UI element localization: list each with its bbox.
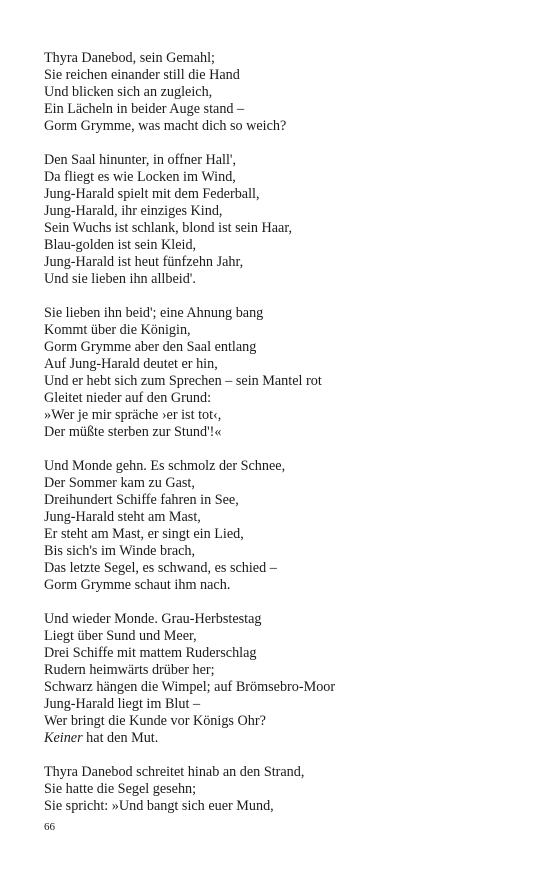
verse-line: Sie hatte die Segel gesehn; [44,781,197,797]
stanza-5 [44,611,514,747]
verse-line: »Wer je mir spräche ›er ist tot‹, [44,407,222,423]
verse-line: Jung-Harald liegt im Blut – [44,696,201,712]
verse-line: Jung-Harald, ihr einziges Kind, [44,203,223,219]
stanza-1 [44,50,514,135]
verse-line: Das letzte Segel, es schwand, es schied – [44,560,277,576]
verse-line: Gorm Grymme, was macht dich so weich? [44,118,287,134]
verse-line: Gleitet nieder auf den Grund: [44,390,212,406]
verse-line: Sein Wuchs ist schlank, blond ist sein Haar, [44,220,293,236]
verse-line: Drei Schiffe mit mattem Ruderschlag [44,645,257,661]
verse-line: Und sie lieben ihn allbeid'. [44,271,196,287]
verse-line: Jung-Harald steht am Mast, [44,509,201,525]
verse-line: Er steht am Mast, er singt ein Lied, [44,526,244,542]
verse-line: Thyra Danebod, sein Gemahl; [44,50,215,66]
italic-word: Keiner [44,730,83,746]
verse-line: Bis sich's im Winde brach, [44,543,196,559]
stanza-3 [44,305,514,441]
verse-line: Blau-golden ist sein Kleid, [44,237,197,253]
poem-text [44,50,514,832]
verse-line: Wer bringt die Kunde vor Königs Ohr? [44,713,266,729]
verse-line: Und wieder Monde. Grau-Herbstestag [44,611,262,627]
verse-line: Schwarz hängen die Wimpel; auf Brömsebro-Moor [44,679,336,695]
verse-line: Thyra Danebod schreitet hinab an den Strand, [44,764,305,780]
verse-line: Sie lieben ihn beid'; eine Ahnung bang [44,305,264,321]
stanza-2 [44,152,514,288]
verse-line-rest: hat den Mut. [82,730,159,746]
page-number: 66 [44,821,55,833]
verse-line [44,730,514,747]
verse-line: Auf Jung-Harald deutet er hin, [44,356,218,372]
verse-line: Der müßte sterben zur Stund'!« [44,424,222,440]
verse-line: Jung-Harald ist heut fünfzehn Jahr, [44,254,244,270]
stanza-4 [44,458,514,594]
verse-line: Gorm Grymme aber den Saal entlang [44,339,257,355]
verse-line: Jung-Harald spielt mit dem Federball, [44,186,260,202]
stanza-6 [44,764,514,815]
verse-line: Dreihundert Schiffe fahren in See, [44,492,239,508]
verse-line: Und er hebt sich zum Sprechen – sein Mantel rot [44,373,322,389]
verse-line: Rudern heimwärts drüber her; [44,662,215,678]
verse-line: Und blicken sich an zugleich, [44,84,213,100]
verse-line: Liegt über Sund und Meer, [44,628,197,644]
verse-line: Sie reichen einander still die Hand [44,67,240,83]
verse-line: Den Saal hinunter, in offner Hall', [44,152,237,168]
verse-line: Da fliegt es wie Locken im Wind, [44,169,236,185]
verse-line: Und Monde gehn. Es schmolz der Schnee, [44,458,286,474]
verse-line: Kommt über die Königin, [44,322,191,338]
verse-line: Ein Lächeln in beider Auge stand – [44,101,245,117]
verse-line: Der Sommer kam zu Gast, [44,475,195,491]
verse-line: Sie spricht: »Und bangt sich euer Mund, [44,798,274,814]
verse-line: Gorm Grymme schaut ihm nach. [44,577,231,593]
